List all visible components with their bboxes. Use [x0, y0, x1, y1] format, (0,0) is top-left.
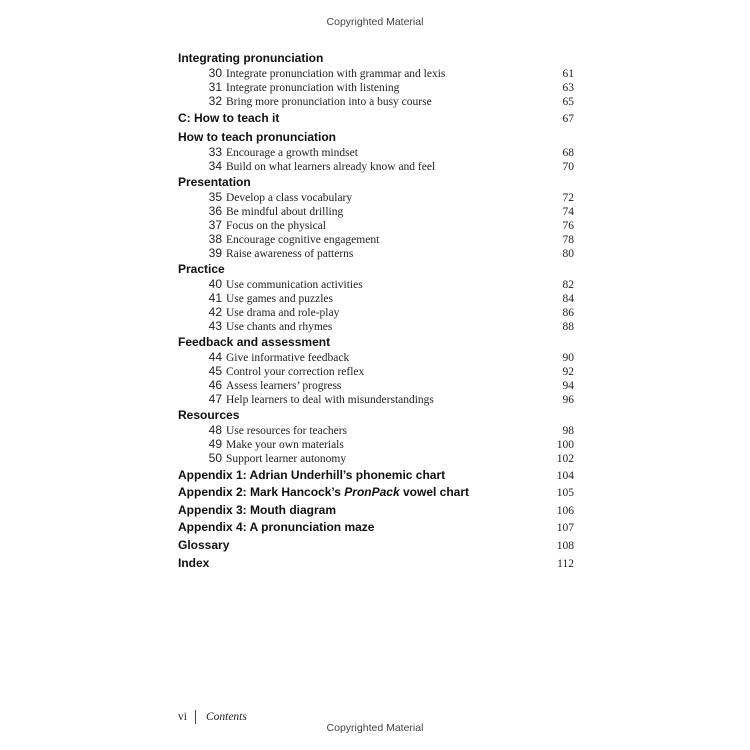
toc-entry-title: Integrate pronunciation with listening — [226, 82, 400, 94]
toc-section-heading: How to teach pronunciation — [178, 129, 336, 144]
toc-major-page: 67 — [562, 113, 574, 125]
toc-major-entry — [178, 467, 574, 485]
toc-entry — [178, 66, 574, 80]
toc-entry-number: 43 — [208, 318, 222, 333]
toc-entry-page: 72 — [562, 191, 574, 204]
table-of-contents — [178, 50, 574, 572]
toc-major-title-part: Appendix 2: Mark Hancock’s — [178, 485, 345, 500]
toc-major-title-part: Appendix 3: Mouth diagram — [178, 502, 337, 517]
toc-entry-page: 74 — [562, 205, 574, 218]
toc-entry-number: 38 — [208, 231, 222, 246]
toc-major-title — [178, 502, 534, 520]
toc-entry-number: 41 — [208, 290, 222, 305]
toc-entry-title: Integrate pronunciation with grammar and lexis — [226, 68, 446, 80]
toc-major-page: 112 — [557, 557, 574, 570]
toc-entry-title: Assess learners’ progress — [226, 379, 342, 392]
toc-entry — [178, 305, 574, 319]
toc-section-heading: Feedback and assessment — [178, 334, 331, 349]
toc-major-entry — [178, 502, 574, 520]
toc-entry-page: 90 — [562, 351, 574, 364]
toc-entry — [178, 218, 574, 232]
footer-section-label: Contents — [205, 711, 247, 723]
toc-entry-title: Use communication activities — [226, 278, 363, 291]
toc-entry-page: 98 — [562, 424, 574, 437]
toc-entry-number: 45 — [208, 363, 222, 378]
toc-entry-page: 68 — [562, 146, 574, 159]
toc-entry-title: Support learner autonomy — [226, 452, 347, 465]
toc-entry-title: Use resources for teachers — [226, 424, 348, 437]
toc-major-title — [178, 555, 534, 573]
toc-entry-page: 100 — [556, 438, 574, 451]
toc-entry-page: 63 — [562, 82, 574, 94]
toc-entry-number: 39 — [208, 245, 222, 260]
toc-entry-number: 48 — [208, 422, 222, 437]
toc-entry-title: Make your own materials — [226, 438, 344, 451]
toc-entry-page: 70 — [562, 160, 574, 173]
copyright-watermark-top: Copyrighted Material — [326, 16, 424, 28]
toc-entry — [178, 423, 574, 437]
toc-major-page: 108 — [556, 539, 574, 552]
toc-major-title-part: C: How to teach it — [178, 111, 280, 125]
toc-major-title — [178, 537, 534, 555]
toc-entry — [178, 392, 574, 406]
toc-entry-title: Give informative feedback — [226, 351, 350, 364]
toc-entry-page: 94 — [562, 379, 574, 392]
toc-entry-title: Use games and puzzles — [226, 292, 333, 305]
toc-entry-number: 31 — [208, 80, 222, 94]
toc-section-heading: Practice — [178, 261, 225, 276]
toc-entry-page: 61 — [562, 68, 574, 80]
toc-entry-page: 96 — [562, 393, 574, 406]
toc-entry — [178, 190, 574, 204]
toc-entry-title: Develop a class vocabulary — [226, 191, 353, 204]
toc-major-title-part: Index — [178, 555, 210, 570]
toc-entry-number: 49 — [208, 436, 222, 451]
toc-major-entry — [178, 484, 574, 502]
toc-entry-page: 92 — [562, 365, 574, 378]
toc-entry-number: 42 — [208, 304, 222, 319]
toc-entry-number: 30 — [208, 66, 222, 80]
toc-entry-page: 84 — [562, 292, 574, 305]
toc-section-heading: Integrating pronunciation — [178, 51, 324, 65]
toc-entry-page: 88 — [562, 320, 574, 333]
toc-major-page: 106 — [556, 504, 574, 517]
toc-entry-number: 44 — [208, 349, 222, 364]
toc-entry-number: 46 — [208, 377, 222, 392]
toc-entry-page: 78 — [562, 233, 574, 246]
toc-entry — [178, 145, 574, 159]
toc-major-title-part: PronPack — [344, 485, 400, 500]
toc-entry — [178, 232, 574, 246]
toc-major-title-part: Appendix 4: A pronunciation maze — [178, 520, 375, 535]
toc-major-title — [178, 110, 534, 128]
toc-major-title-part: vowel chart — [399, 485, 469, 500]
toc-entry — [178, 291, 574, 305]
toc-entry — [178, 364, 574, 378]
toc-entry — [178, 277, 574, 291]
toc-entry-page: 102 — [556, 452, 574, 465]
toc-entry-page: 80 — [562, 247, 574, 260]
copyright-watermark-bottom: Copyrighted Material — [326, 722, 424, 734]
toc-entry — [178, 451, 574, 465]
toc-major-entry — [178, 555, 574, 573]
toc-entry-title: Focus on the physical — [226, 219, 326, 232]
toc-entry — [178, 350, 574, 364]
toc-major-entry — [178, 519, 574, 537]
toc-major-page: 107 — [556, 522, 574, 535]
toc-entry-number: 37 — [208, 217, 222, 232]
toc-entry-number: 36 — [208, 203, 222, 218]
toc-entry — [178, 204, 574, 218]
toc-entry-number: 32 — [208, 94, 222, 108]
toc-entry-title: Raise awareness of patterns — [226, 247, 354, 260]
toc-entry — [178, 246, 574, 260]
toc-major-title-part: Appendix 1: Adrian Underhill’s phonemic chart — [178, 467, 446, 482]
toc-entry-number: 40 — [208, 276, 222, 291]
toc-entry-title: Build on what learners already know and feel — [226, 160, 436, 173]
toc-entry-number: 50 — [208, 450, 222, 465]
toc-entry-title: Help learners to deal with misunderstandings — [226, 393, 434, 406]
toc-major-page: 105 — [556, 487, 574, 500]
toc-entry-title: Be mindful about drilling — [226, 205, 344, 218]
toc-major-title-part: Glossary — [178, 537, 230, 552]
toc-entry-number: 35 — [208, 189, 222, 204]
toc-entry — [178, 319, 574, 333]
toc-entry-page: 86 — [562, 306, 574, 319]
toc-entry-page: 76 — [562, 219, 574, 232]
toc-entry-page: 82 — [562, 278, 574, 291]
toc-entry — [178, 80, 574, 94]
toc-section-heading: Resources — [178, 407, 240, 422]
toc-entry-title: Use chants and rhymes — [226, 320, 333, 333]
toc-entry — [178, 159, 574, 173]
toc-entry-title: Encourage cognitive engagement — [226, 233, 380, 246]
toc-entry-number: 34 — [208, 158, 222, 173]
toc-entry-number: 33 — [208, 144, 222, 159]
toc-entry-title: Control your correction reflex — [226, 365, 365, 378]
footer-page-number: vi — [178, 711, 187, 723]
toc-entry — [178, 437, 574, 451]
toc-entry-title: Encourage a growth mindset — [226, 146, 358, 159]
toc-section-heading: Presentation — [178, 174, 251, 189]
toc-entry-number: 47 — [208, 391, 222, 406]
toc-entry-title: Bring more pronunciation into a busy course — [226, 96, 432, 108]
toc-major-title — [178, 467, 534, 485]
toc-entry — [178, 378, 574, 392]
toc-major-page: 104 — [556, 469, 574, 482]
toc-entry-page: 65 — [562, 96, 574, 108]
toc-entry — [178, 94, 574, 108]
toc-entry-title: Use drama and role-play — [226, 306, 340, 319]
toc-major-entry — [178, 110, 574, 128]
toc-major-title — [178, 484, 534, 502]
toc-major-entry — [178, 537, 574, 555]
toc-major-title — [178, 519, 534, 537]
